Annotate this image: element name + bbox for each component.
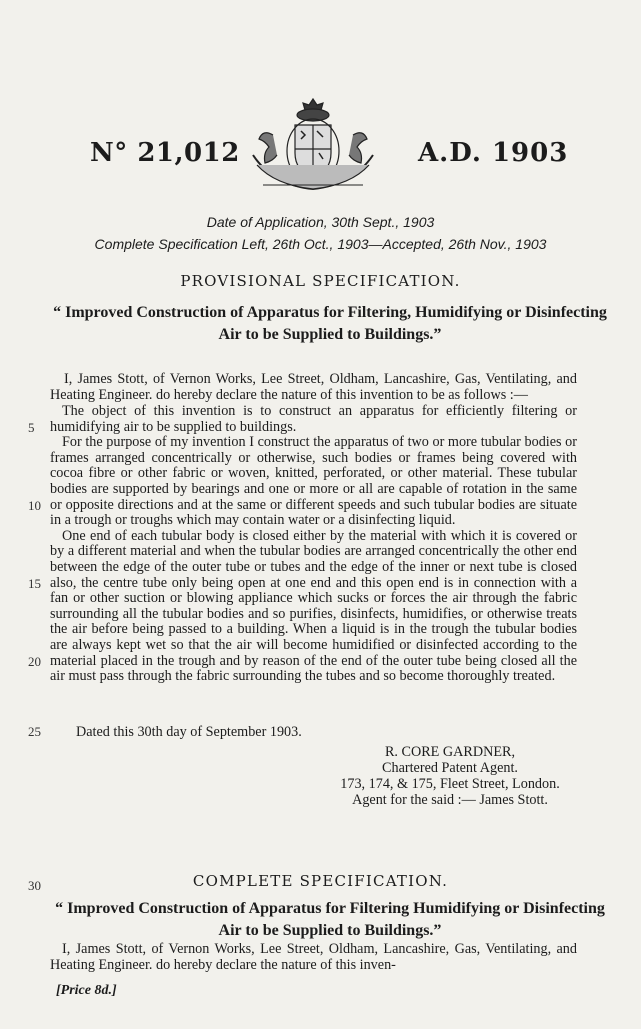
complete-heading: COMPLETE SPECIFICATION. (192, 872, 449, 890)
year-label: A.D. 1903 (418, 138, 569, 168)
patent-number: N° 21,012 (90, 138, 240, 168)
line-number: 25 (28, 724, 41, 739)
application-date: Date of Application, 30th Sept., 1903 (206, 214, 435, 230)
complete-title: “ Improved Construction of Apparatus for Filtering Humidifying or Disinfecting Air to be Supplied to Buildings.” (55, 900, 605, 939)
complete-intro (50, 942, 577, 973)
line-number: 5 (28, 420, 35, 435)
provisional-body (50, 404, 577, 685)
agent-for: Agent for the said :— James Stott. (352, 792, 548, 808)
complete-intro-text: I, James Stott, of Vernon Works, Lee Street, Oldham, Lancashire, Gas, Ventilating, and Heating Engineer. do hereby declare the nature of this inven- (50, 941, 577, 973)
paragraph-1: The object of this invention is to construct an apparatus for efficiently filtering or humidifying air to be supplied to buildings. (50, 403, 577, 435)
price-label: [Price 8d.] (56, 983, 117, 998)
provisional-intro (50, 372, 577, 403)
provisional-heading: PROVISIONAL SPECIFICATION. (180, 272, 461, 290)
line-number: 20 (28, 654, 41, 669)
paragraph-2: For the purpose of my invention I construct the apparatus of two or more tubular bodies or frames arranged concentrically or otherwise, such bodies or frames being covered with cocoa fibre or other fabric or woven, knitted, perforated, or other material. These tubular bodies are supported by bearings and one or more or all are capable of rotation in the same or opposite directions and at the same or different speeds and such tubular bodies are situate in a trough or troughs which may contain water or a disinfecting liquid. (50, 434, 577, 529)
dated-line: Dated this 30th day of September 1903. (76, 724, 302, 740)
line-number: 15 (28, 576, 41, 591)
paragraph-3: One end of each tubular body is closed either by the material with which it is covered or by a different material and when the tubular bodies are arranged concentrically the other end between the edge of the outer tube or tubes and the edge of the inner or next tube is closed also, the centre tube only being open at one end and this open end is in connection with a fan or other suction or blowing appliance which sucks or forces the air through the fabric surrounding all the tubular bodies and so purifies, disinfects, humidifies, or otherwise treats the air before being passed to a building. When a liquid is in the trough the tubular bodies are always kept wet so that the air will become humidified or disinfected according to the material placed in the trough and by reason of the end of the outer tube being closed all the air must pass through the fabric surrounding the tubes and so become thoroughly treated. (50, 527, 577, 685)
agent-title: Chartered Patent Agent. (382, 760, 518, 776)
agent-address: 173, 174, & 175, Fleet Street, London. (340, 776, 560, 792)
agent-name: R. CORE GARDNER, (384, 744, 516, 760)
royal-coat-of-arms-icon (243, 95, 383, 195)
complete-specification-date: Complete Specification Left, 26th Oct., 1903—Accepted, 26th Nov., 1903 (94, 236, 547, 252)
line-number: 30 (28, 878, 41, 893)
line-number: 10 (28, 498, 41, 513)
provisional-title: “ Improved Construction of Apparatus for Filtering, Humidifying or Disinfecting Air to be Supplied to Buildings.” (53, 304, 607, 343)
intro-text: I, James Stott, of Vernon Works, Lee Street, Oldham, Lancashire, Gas, Ventilating, and Heating Engineer. do hereby declare the nature of this invention to be as follows :— (50, 371, 577, 403)
